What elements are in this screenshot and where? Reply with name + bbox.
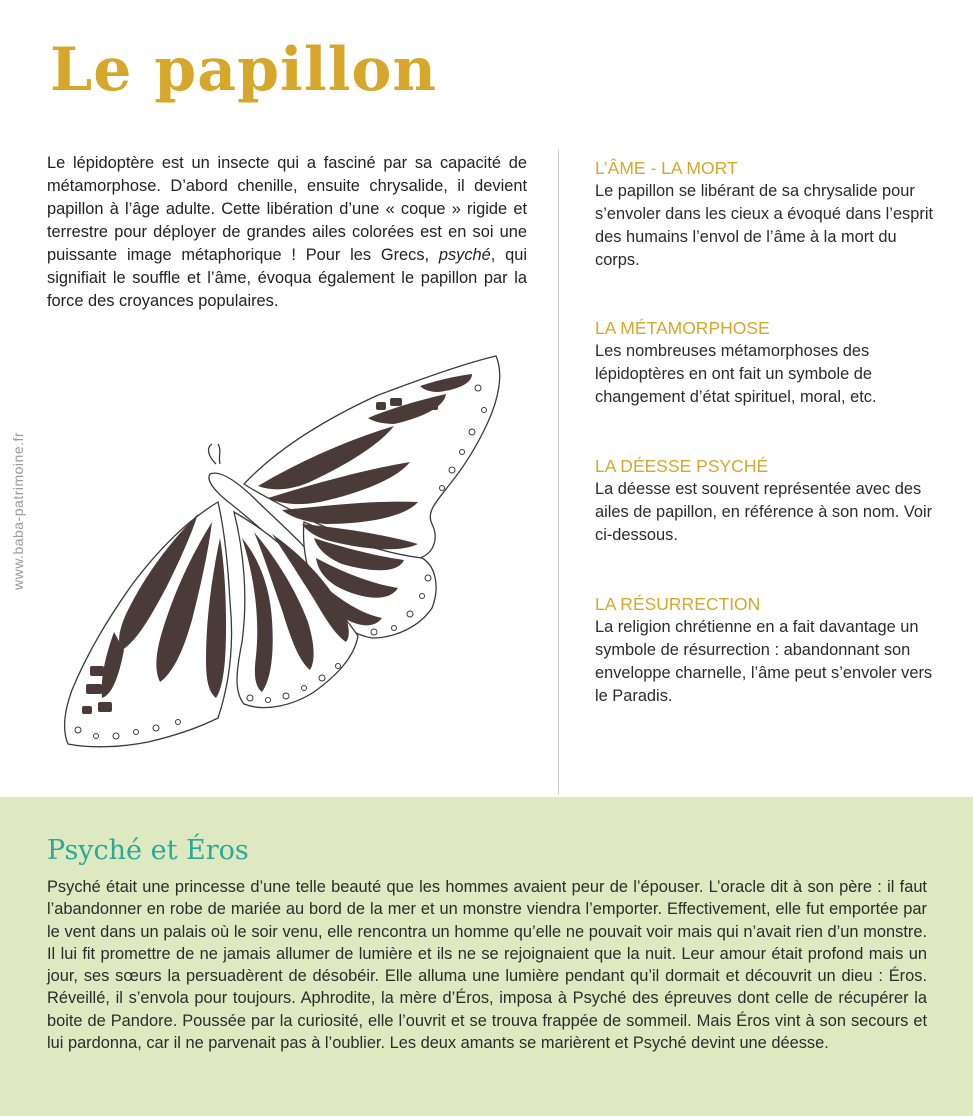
section-metamorphosis	[595, 316, 935, 409]
section-text: Les nombreuses métamorphoses des lépidoptères en ont fait un symbole de changement d’état spirituel, moral, etc.	[595, 342, 877, 406]
section-heading: LA MÉTAMORPHOSE	[595, 318, 770, 338]
section-heading: LA RÉSURRECTION	[595, 594, 761, 614]
section-text: Le papillon se libérant de sa chrysalide pour s’envoler dans les cieux a évoqué dans l’esprit des humains l’envol de l’âme à la mort du corps.	[595, 182, 934, 269]
intro-text-2: , qui signifiait le souffle et l’âme, évoqua également le papillon par la force des croyances populaires.	[47, 246, 527, 310]
website-label: www.baba-patrimoine.fr	[10, 431, 26, 590]
section-text: La déesse est souvent représentée avec des ailes de papillon, en référence à son nom. Voir ci-dessous.	[595, 480, 933, 544]
intro-paragraph	[47, 152, 527, 313]
butterfly-illustration	[58, 352, 506, 752]
section-heading: L’ÂME - LA MORT	[595, 158, 738, 178]
page-title: Le papillon	[50, 35, 438, 105]
story-title: Psyché et Éros	[47, 835, 249, 866]
section-text: La religion chrétienne en a fait davantage un symbole de résurrection : abandonnant son enveloppe charnelle, l’âme peut s’envoler vers le Paradis.	[595, 618, 933, 705]
section-resurrection	[595, 592, 935, 708]
intro-italic: psyché	[438, 246, 491, 264]
section-goddess-psyche	[595, 454, 935, 547]
section-heading: LA DÉESSE PSYCHÉ	[595, 456, 769, 476]
story-text: Psyché était une princesse d’une telle beauté que les hommes avaient peur de l’épouser. L’oracle dit à son père : il faut l’abandonner en robe de mariée au bord de la mer et un monstre viendra l’emporter. Effectivement, elle fut emportée par le vent dans un palais où le soir venu, elle rencontra un homme qu’elle ne pouvait voir mais qui n’avait rien d’un monstre. Il lui fit promettre de ne jamais allumer de lumière et ils ne se rejoignaient que la nuit. Leur amour était profond mais un jour, ses sœurs la persuadèrent de désobéir. Elle alluma une lumière pendant qu’il dormait et découvrit un dieu : Éros. Réveillé, il s’envola pour toujours. Aphrodite, la mère d’Éros, imposa à Psyché des épreuves dont celle de récupérer la boite de Pandore. Poussée par la curiosité, elle l’ouvrit et se trouva frappée de sommeil. Mais Éros vint à son secours et lui pardonna, car il ne parvenait pas à l’oublier. Les deux amants se marièrent et Psyché devint une déesse.	[47, 878, 927, 1053]
column-divider	[558, 150, 559, 795]
story-panel	[0, 797, 973, 1116]
section-soul-death	[595, 156, 935, 272]
intro-text-1: Le lépidoptère est un insecte qui a fasciné par sa capacité de métamorphose. D’abord chenille, ensuite chrysalide, il devient papillon à l’âge adulte. Cette libération d’une « coque » rigide et terrestre pour déployer de grandes ailes colorées est en soi une puissante image métaphorique ! Pour les Grecs,	[47, 154, 527, 264]
